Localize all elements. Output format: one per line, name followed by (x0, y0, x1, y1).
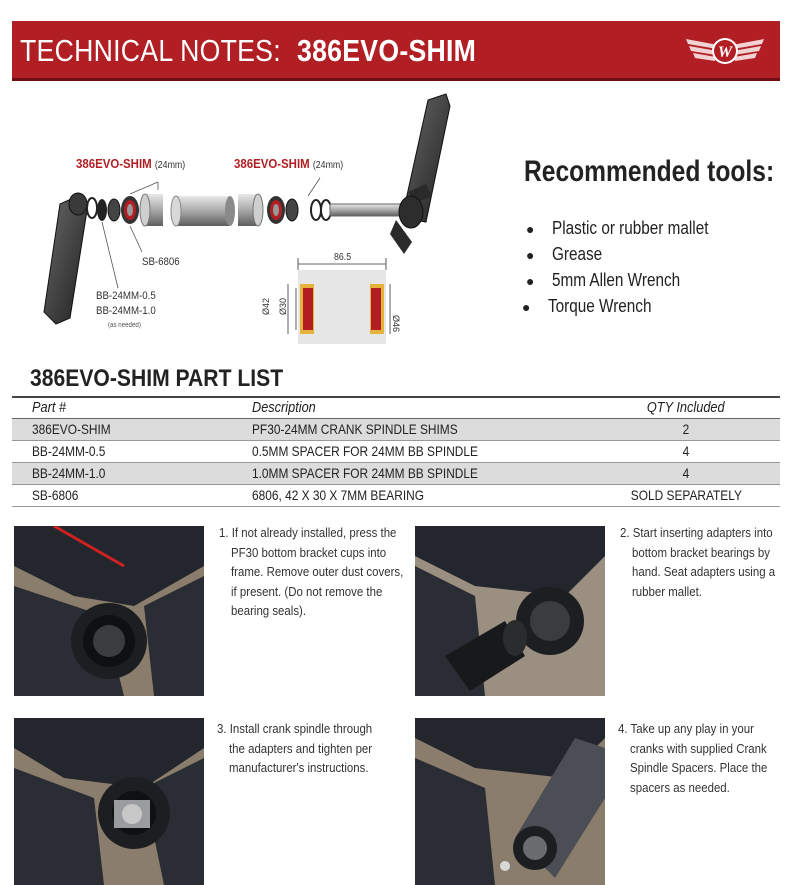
step-1-text: 1. If not already installed, press the PF30 bottom bracket cups into frame. Remove outer dust covers, if present. (Do not remove the bearing seals). (219, 525, 404, 618)
col-header-part: Part # (12, 397, 252, 418)
dim-outer: Ø42 (261, 297, 271, 315)
table-row: SB-6806 6806, 42 X 30 X 7MM BEARING SOLD SEPARATELY (12, 484, 780, 506)
tool-item: ● 5mm Allen Wrench (526, 270, 681, 290)
tool-item: ● Grease (526, 244, 603, 264)
header-bar (12, 21, 780, 81)
table-header-row (12, 397, 780, 418)
tools-title: Recommended tools: (524, 155, 775, 188)
part-list-table (12, 396, 780, 507)
dim-width: 86.5 (334, 252, 352, 263)
table-row: BB-24MM-0.5 0.5MM SPACER FOR 24MM BB SPINDLE 4 (12, 440, 780, 462)
spacer-label-b: BB-24MM-1.0 (96, 305, 156, 317)
step-2-text: 2. Start inserting adapters into bottom bracket bearings by hand. Seat adapters using a rubber mallet. (620, 525, 776, 599)
col-header-qty: QTY Included (592, 397, 780, 418)
bearing-label: SB-6806 (142, 256, 180, 268)
title-prefix: TECHNICAL NOTES: (20, 33, 281, 68)
tool-item: ● Plastic or rubber mallet (526, 218, 709, 238)
winged-w-logo-icon (684, 29, 766, 73)
tool-item: ● Torque Wrench (522, 296, 652, 316)
as-needed-note: (as needed) (108, 322, 141, 329)
page-title (20, 33, 506, 69)
shim-label-left: 386EVO-SHIM (24mm) (76, 156, 186, 171)
step-3-text: 3. Install crank spindle through the adapters and tighten per manufacturer's instructions. (217, 721, 373, 775)
shim-label-right: 386EVO-SHIM (24mm) (234, 156, 344, 171)
svg-text:W: W (717, 44, 733, 61)
dim-right: Ø46 (391, 315, 401, 333)
step-4-photo (415, 718, 605, 885)
exploded-diagram (30, 92, 460, 352)
table-row: BB-24MM-1.0 1.0MM SPACER FOR 24MM BB SPINDLE 4 (12, 462, 780, 484)
crankset-exploded-illustration (30, 92, 460, 352)
step-2-photo (415, 526, 605, 696)
step-1-photo (14, 526, 204, 696)
tools-list (522, 215, 736, 319)
dim-inner: Ø30 (278, 297, 288, 315)
spacer-label-a: BB-24MM-0.5 (96, 290, 156, 302)
table-row: 386EVO-SHIM PF30-24MM CRANK SPINDLE SHIMS 2 (12, 418, 780, 440)
step-3-photo (14, 718, 204, 885)
title-product: 386EVO-SHIM (297, 33, 477, 68)
part-list-title: 386EVO-SHIM PART LIST (30, 365, 284, 392)
col-header-description: Description (252, 397, 592, 418)
step-4-text: 4. Take up any play in your cranks with supplied Crank Spindle Spacers. Place the spacers as needed. (618, 721, 768, 795)
